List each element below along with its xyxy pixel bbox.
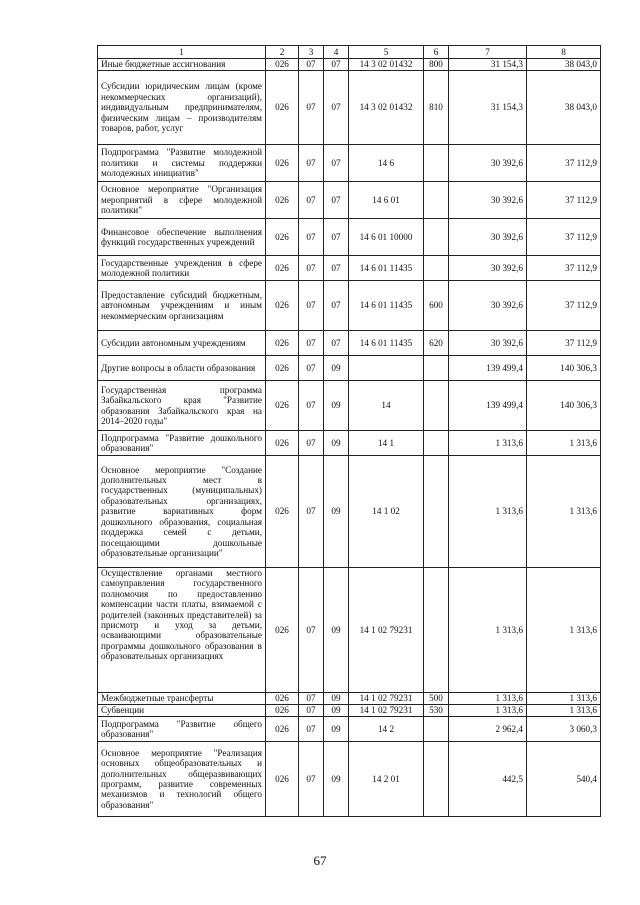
expense-type-cell [424,182,449,219]
admin-code-cell: 026 [266,568,299,693]
amount-year1-cell: 30 392,6 [449,145,527,182]
amount-year2-cell: 37 112,9 [527,256,601,281]
expense-type-cell [424,568,449,693]
target-article-cell: 14 3 02 01432 [349,71,424,145]
target-article-cell: 14 1 02 79231 [349,705,424,717]
amount-year2-cell: 140 306,3 [527,381,601,431]
admin-code-cell: 026 [266,705,299,717]
expense-type-cell [424,742,449,817]
table-row [98,431,601,456]
admin-code-cell: 026 [266,431,299,456]
target-article-cell: 14 6 [349,145,424,182]
target-article-cell: 14 1 [349,431,424,456]
subsection-cell: 09 [324,356,349,381]
subsection-cell: 09 [324,742,349,817]
subsection-cell: 07 [324,145,349,182]
subsection-cell: 07 [324,331,349,356]
row-name-cell: Подпрограмма "Развитие дошкольного образования" [98,431,266,456]
target-article-cell: 14 2 01 [349,742,424,817]
column-header: 2 [266,46,299,59]
section-cell: 07 [299,71,324,145]
expense-type-cell: 530 [424,705,449,717]
table-row [98,705,601,717]
subsection-cell: 09 [324,717,349,742]
table-row [98,742,601,817]
subsection-cell: 09 [324,456,349,568]
section-cell: 07 [299,381,324,431]
column-header: 3 [299,46,324,59]
subsection-cell: 07 [324,256,349,281]
amount-year2-cell: 1 313,6 [527,456,601,568]
row-name-cell: Предоставление субсидий бюджетным, автономным учреждениям и иным некоммерческим организациям [98,281,266,331]
expense-type-cell: 500 [424,693,449,705]
expense-type-cell: 800 [424,59,449,71]
amount-year2-cell: 37 112,9 [527,219,601,256]
amount-year1-cell: 31 154,3 [449,59,527,71]
table-row [98,182,601,219]
amount-year1-cell: 442,5 [449,742,527,817]
target-article-cell: 14 6 01 11435 [349,256,424,281]
table-row [98,219,601,256]
section-cell: 07 [299,182,324,219]
amount-year2-cell: 1 313,6 [527,693,601,705]
admin-code-cell: 026 [266,145,299,182]
row-name-cell: Основное мероприятие "Реализация основных общеобразовательных и дополнительных общеразвивающих программ, развитие современных механизмов и технологий общего образования" [98,742,266,817]
admin-code-cell: 026 [266,59,299,71]
admin-code-cell: 026 [266,381,299,431]
subsection-cell: 07 [324,281,349,331]
subsection-cell: 09 [324,431,349,456]
row-name-cell: Иные бюджетные ассигнования [98,59,266,71]
amount-year2-cell: 1 313,6 [527,705,601,717]
row-name-cell: Субсидии юридическим лицам (кроме некоммерческих организаций), индивидуальным предпринимателям, физическим лицам – производителям товаров, работ, услуг [98,71,266,145]
column-header: 6 [424,46,449,59]
amount-year1-cell: 1 313,6 [449,431,527,456]
table-row [98,356,601,381]
subsection-cell: 07 [324,182,349,219]
amount-year1-cell: 2 962,4 [449,717,527,742]
header-row [98,46,601,59]
row-name-cell: Финансовое обеспечение выполнения функций государственных учреждений [98,219,266,256]
section-cell: 07 [299,331,324,356]
target-article-cell: 14 6 01 10000 [349,219,424,256]
admin-code-cell: 026 [266,742,299,817]
budget-table [97,45,601,817]
amount-year1-cell: 1 313,6 [449,456,527,568]
target-article-cell: 14 6 01 11435 [349,331,424,356]
expense-type-cell [424,381,449,431]
target-article-cell [349,356,424,381]
table-row [98,568,601,693]
column-header: 4 [324,46,349,59]
column-header: 8 [527,46,601,59]
section-cell: 07 [299,431,324,456]
amount-year2-cell: 37 112,9 [527,182,601,219]
amount-year1-cell: 30 392,6 [449,331,527,356]
admin-code-cell: 026 [266,182,299,219]
row-name-cell: Осуществление органами местного самоуправления государственного полномочия по предоставлению компенсации части платы, взимаемой с родителей (законных представителей) за присмотр и уход за детьми, осваивающими образовательные программы дошкольного образования в образовательных организациях [98,568,266,693]
row-name-cell: Основное мероприятие "Создание дополнительных мест в государственных (муниципальных) образовательных организациях, развитие вариативных форм дошкольного образования, социальная поддержка семей с детьми, посещающими дошкольные образовательные организации" [98,456,266,568]
subsection-cell: 09 [324,693,349,705]
expense-type-cell [424,145,449,182]
row-name-cell: Субвенции [98,705,266,717]
amount-year1-cell: 1 313,6 [449,568,527,693]
expense-type-cell [424,431,449,456]
subsection-cell: 07 [324,71,349,145]
row-name-cell: Государственная программа Забайкальского края "Развитие образования Забайкальского края на 2014–2020 годы" [98,381,266,431]
admin-code-cell: 026 [266,219,299,256]
expense-type-cell [424,256,449,281]
target-article-cell: 14 1 02 79231 [349,568,424,693]
amount-year1-cell: 30 392,6 [449,219,527,256]
expense-type-cell [424,456,449,568]
expense-type-cell [424,219,449,256]
row-name-cell: Основное мероприятие "Организация мероприятий в сфере молодежной политики" [98,182,266,219]
amount-year2-cell: 38 043,0 [527,59,601,71]
amount-year2-cell: 3 060,3 [527,717,601,742]
column-header: 7 [449,46,527,59]
table-row [98,717,601,742]
section-cell: 07 [299,256,324,281]
target-article-cell: 14 6 01 11435 [349,281,424,331]
admin-code-cell: 026 [266,331,299,356]
subsection-cell: 07 [324,219,349,256]
section-cell: 07 [299,568,324,693]
amount-year2-cell: 38 043,0 [527,71,601,145]
amount-year2-cell: 540,4 [527,742,601,817]
amount-year1-cell: 1 313,6 [449,705,527,717]
expense-type-cell [424,717,449,742]
row-name-cell: Межбюджетные трансферты [98,693,266,705]
amount-year2-cell: 1 313,6 [527,568,601,693]
amount-year1-cell: 30 392,6 [449,256,527,281]
section-cell: 07 [299,219,324,256]
row-name-cell: Государственные учреждения в сфере молодежной политики [98,256,266,281]
amount-year1-cell: 30 392,6 [449,182,527,219]
subsection-cell: 09 [324,381,349,431]
section-cell: 07 [299,59,324,71]
table-row [98,145,601,182]
amount-year2-cell: 37 112,9 [527,281,601,331]
target-article-cell: 14 1 02 [349,456,424,568]
table-row [98,256,601,281]
table-row [98,281,601,331]
target-article-cell: 14 1 02 79231 [349,693,424,705]
admin-code-cell: 026 [266,693,299,705]
target-article-cell: 14 2 [349,717,424,742]
subsection-cell: 09 [324,705,349,717]
amount-year1-cell: 31 154,3 [449,71,527,145]
amount-year2-cell: 1 313,6 [527,431,601,456]
admin-code-cell: 026 [266,717,299,742]
section-cell: 07 [299,742,324,817]
amount-year1-cell: 139 499,4 [449,356,527,381]
amount-year1-cell: 1 313,6 [449,693,527,705]
admin-code-cell: 026 [266,256,299,281]
subsection-cell: 07 [324,59,349,71]
expense-type-cell: 600 [424,281,449,331]
table-row [98,693,601,705]
expense-type-cell: 810 [424,71,449,145]
amount-year1-cell: 139 499,4 [449,381,527,431]
admin-code-cell: 026 [266,281,299,331]
section-cell: 07 [299,145,324,182]
admin-code-cell: 026 [266,356,299,381]
table-row [98,59,601,71]
row-name-cell: Субсидии автономным учреждениям [98,331,266,356]
target-article-cell: 14 6 01 [349,182,424,219]
column-header: 1 [98,46,266,59]
section-cell: 07 [299,717,324,742]
column-header: 5 [349,46,424,59]
expense-type-cell: 620 [424,331,449,356]
admin-code-cell: 026 [266,456,299,568]
amount-year1-cell: 30 392,6 [449,281,527,331]
row-name-cell: Другие вопросы в области образования [98,356,266,381]
target-article-cell: 14 3 02 01432 [349,59,424,71]
table-row [98,381,601,431]
target-article-cell: 14 [349,381,424,431]
table-row [98,71,601,145]
section-cell: 07 [299,281,324,331]
amount-year2-cell: 37 112,9 [527,331,601,356]
table-row [98,456,601,568]
section-cell: 07 [299,693,324,705]
subsection-cell: 09 [324,568,349,693]
row-name-cell: Подпрограмма "Развитие молодежной политики и системы поддержки молодежных инициатив" [98,145,266,182]
section-cell: 07 [299,356,324,381]
page-number: 67 [313,853,327,868]
amount-year2-cell: 140 306,3 [527,356,601,381]
section-cell: 07 [299,456,324,568]
table-row [98,331,601,356]
amount-year2-cell: 37 112,9 [527,145,601,182]
row-name-cell: Подпрограмма "Развитие общего образования" [98,717,266,742]
section-cell: 07 [299,705,324,717]
expense-type-cell [424,356,449,381]
admin-code-cell: 026 [266,71,299,145]
